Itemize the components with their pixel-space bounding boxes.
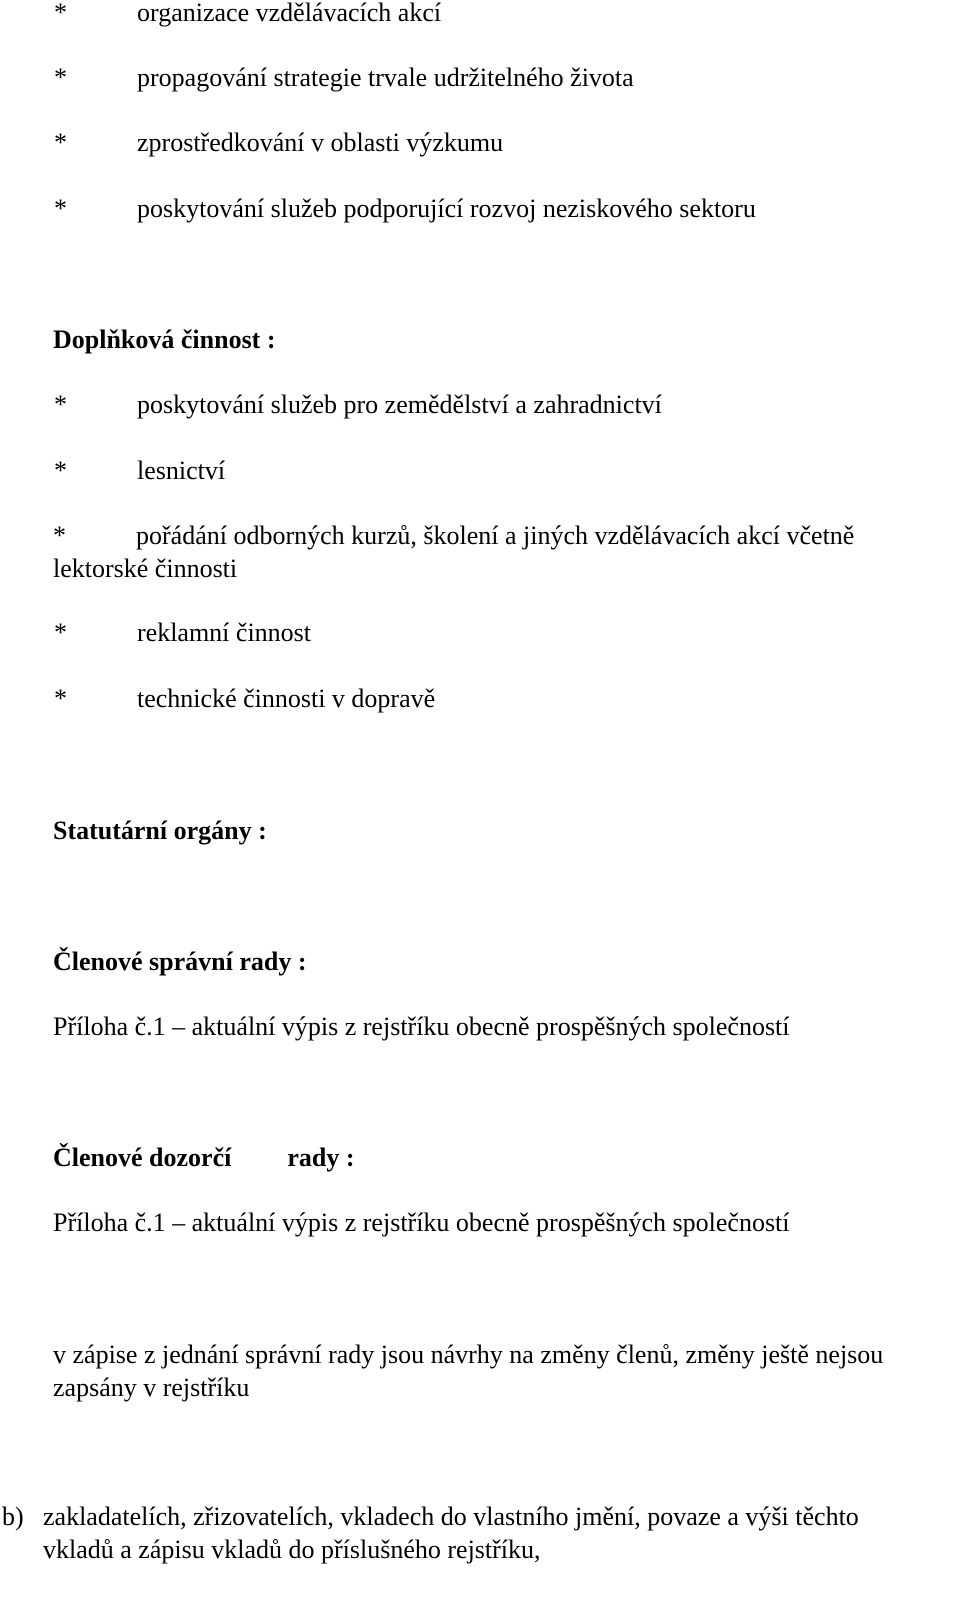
list-item-text: poskytování služeb podporující rozvoj neziskového sektoru	[137, 194, 756, 223]
bullet-marker: *	[54, 63, 67, 92]
list-item-text: reklamní činnost	[137, 618, 312, 647]
supervisory-attachment: Příloha č.1 – aktuální výpis z rejstříku obecně prospěšných společností	[53, 1208, 790, 1237]
board-attachment: Příloha č.1 – aktuální výpis z rejstříku obecně prospěšných společností	[53, 1012, 790, 1041]
bullet-marker: *	[54, 456, 67, 485]
list-item-text: propagování strategie trvale udržitelného života	[137, 63, 634, 92]
statutory-heading: Statutární orgány :	[53, 816, 267, 845]
list-item-text: technické činnosti v dopravě	[137, 684, 436, 713]
bullet-marker: *	[54, 128, 67, 157]
list-item-text: organizace vzdělávacích akcí	[137, 0, 442, 27]
list-item-text: zprostředkování v oblasti výzkumu	[137, 128, 504, 157]
supervisory-heading	[53, 1142, 355, 1174]
section-b-marker: b)	[2, 1502, 24, 1531]
bullet-marker: *	[54, 684, 67, 713]
note-paragraph: v zápise z jednání správní rady jsou návrhy na změny členů, změny ještě nejsou zapsány v rejstříku	[53, 1340, 884, 1402]
supervisory-heading-part2: rady :	[287, 1143, 355, 1172]
bullet-marker: *	[53, 521, 66, 550]
list-item	[53, 519, 933, 585]
supervisory-heading-part1: Členové dozorčí	[53, 1143, 232, 1172]
list-item-text: pořádání odborných kurzů, školení a jiných vzdělávacích akcí včetně lektorské činnosti	[53, 521, 855, 583]
list-item-text: poskytování služeb pro zemědělství a zahradnictví	[137, 390, 662, 419]
supplementary-heading: Doplňková činnost :	[53, 325, 276, 354]
section-b-line1: zakladatelích, zřizovatelích, vkladech do vlastního jmění, povaze a výši těchto	[43, 1502, 859, 1531]
bullet-marker: *	[54, 194, 67, 223]
list-item-text: lesnictví	[137, 456, 226, 485]
bullet-marker: *	[54, 390, 67, 419]
section-b-line2: vkladů a zápisu vkladů do příslušného rejstříku,	[43, 1535, 541, 1564]
bullet-marker: *	[54, 618, 67, 647]
board-heading: Členové správní rady :	[53, 947, 307, 976]
bullet-marker: *	[54, 0, 67, 27]
